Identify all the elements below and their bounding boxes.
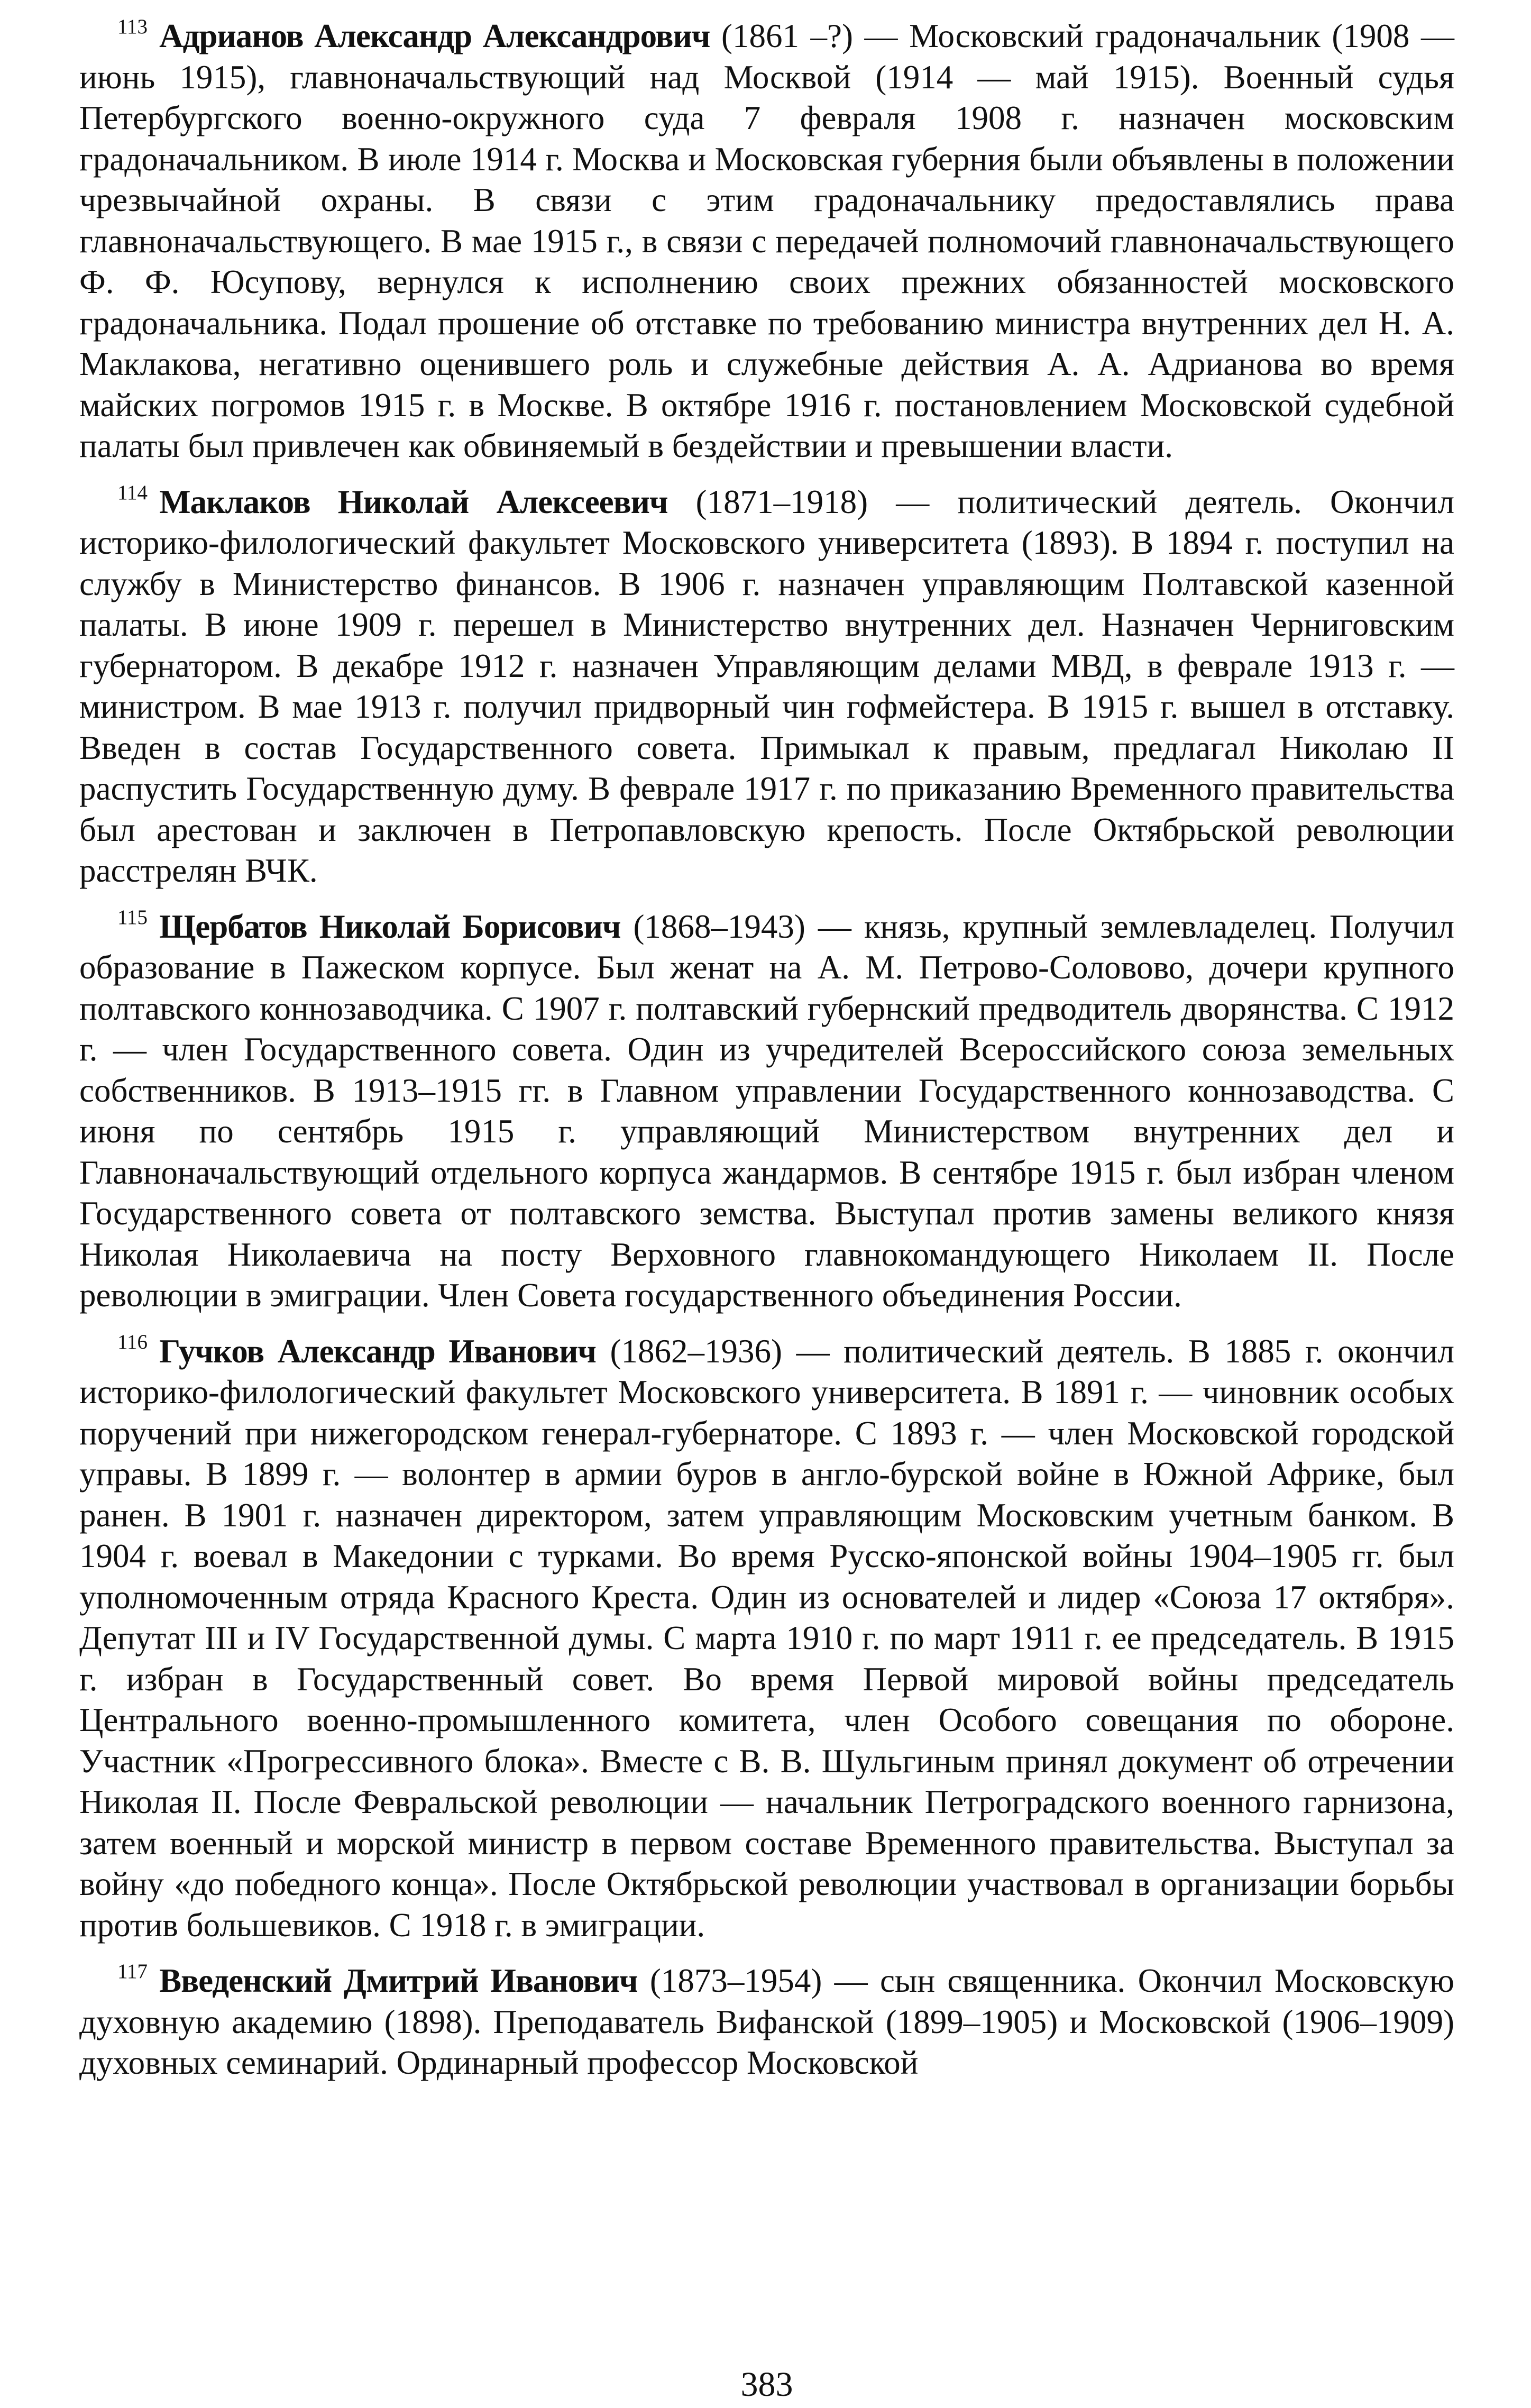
footnote-person-name: Маклаков Николай Алексеевич <box>159 483 668 520</box>
footnote-person-name: Щербатов Николай Борисович <box>159 908 621 945</box>
footnote-text: (1871–1918) — политический деятель. Окончил историко-филологический факультет Московского университета (1893). В 1894 г. поступил на службу в Министерство финансов. В 1906 г. назначен управляющим Полтавской казенной палаты. В июне 1909 г. перешел в Министерство внутренних дел. Назначен Черниговским губернатором. В декабре 1912 г. назначен Управляющим делами МВД, в феврале 1913 г. — министром. В мае 1913 г. получил придворный чин гофмейстера. В 1915 г. вышел в отставку. Введен в состав Государственного совета. Примыкал к правым, предлагал Николаю II распустить Государственную думу. В феврале 1917 г. по приказанию Временного правительства был арестован и заключен в Петропавловскую крепость. После Октябрьской революции расстрелян ВЧК. <box>79 483 1455 889</box>
footnote-116 <box>79 1331 1454 1946</box>
page-number: 383 <box>740 2365 793 2404</box>
footnote-117 <box>79 1961 1454 2084</box>
footnote-number: 116 <box>117 1330 148 1353</box>
footnote-114 <box>79 482 1454 892</box>
footnote-person-name: Адрианов Александр Александрович <box>159 17 710 54</box>
footnote-number: 114 <box>117 481 148 504</box>
footnote-person-name: Гучков Александр Иванович <box>159 1332 596 1370</box>
footnote-number: 115 <box>117 905 148 929</box>
footnote-115 <box>79 907 1454 1316</box>
footnote-113 <box>79 16 1454 467</box>
document-page <box>79 15 1455 2404</box>
footnote-number: 113 <box>117 15 148 38</box>
footnote-text: (1868–1943) — князь, крупный землевладелец. Получил образование в Пажеском корпусе. Был женат на А. М. Петрово-Соловово, дочери крупного полтавского коннозаводчика. С 1907 г. полтавский губернский предводитель дворянства. С 1912 г. — член Государственного совета. Один из учредителей Всероссийского союза земельных собственников. В 1913–1915 гг. в Главном управлении Государственного коннозаводства. С июня по сентябрь 1915 г. управляющий Министерством внутренних дел и Главноначальствующий отдельного корпуса жандармов. В сентябре 1915 г. был избран членом Государственного совета от полтавского земства. Выступал против замены великого князя Николая Николаевича на посту Верховного главнокомандующего Николаем II. После революции в эмиграции. Член Совета государственного объединения России. <box>79 908 1454 1314</box>
footnote-text: (1873–1954) — сын священника. Окончил Московскую духовную академию (1898). Преподаватель Вифанской (1899–1905) и Московской (1906–1909) духовных семинарий. Ординарный профессор Московской <box>79 1962 1454 2081</box>
footnote-text: (1861 –?) — Московский градоначальник (1908 — июнь 1915), главноначальствующий над Москвой (1914 — май 1915). Военный судья Петербургского военно-окружного суда 7 февраля 1908 г. назначен московским градоначальником. В июле 1914 г. Москва и Московская губерния были объявлены в положении чрезвычайной охраны. В связи с этим градоначальнику предоставлялись права главноначальствующего. В мае 1915 г., в связи с передачей полномочий главноначальствующего Ф. Ф. Юсупову, вернулся к исполнению своих прежних обязанностей московского градоначальника. Подал прошение об отставке по требованию министра внутренних дел Н. А. Маклакова, негативно оценившего роль и служебные действия А. А. Адрианова во время майских погромов 1915 г. в Москве. В октябре 1916 г. постановлением Московской судебной палаты был привлечен как обвиняемый в бездействии и превышении власти. <box>79 17 1454 464</box>
footnote-person-name: Введенский Дмитрий Иванович <box>159 1962 638 1999</box>
footnote-text: (1862–1936) — политический деятель. В 1885 г. окончил историко-филологический факультет Московского университета. В 1891 г. — чиновник особых поручений при нижегородском генерал-губернаторе. С 1893 г. — член Московской городской управы. В 1899 г. — волонтер в армии буров в англо-бурской войне в Южной Африке, был ранен. В 1901 г. назначен директором, затем управляющим Московским учетным банком. В 1904 г. воевал в Македонии с турками. Во время Русско-японской войны 1904–1905 гг. был уполномоченным отряда Красного Креста. Один из основателей и лидер «Союза 17 октября». Депутат III и IV Государственной думы. С марта 1910 г. по март 1911 г. ее председатель. В 1915 г. избран в Государственный совет. Во время Первой мировой войны председатель Центрального военно-промышленного комитета, член Особого совещания по обороне. Участник «Прогрессивного блока». Вместе с В. В. Шульгиным принял документ об отречении Николая II. После Февральской революции — начальник Петроградского военного гарнизона, затем военный и морской министр в первом составе Временного правительства. Выступал за войну «до победного конца». После Октябрьской революции участвовал в организации борьбы против большевиков. С 1918 г. в эмиграции. <box>79 1332 1454 1944</box>
footnote-number: 117 <box>117 1960 148 1983</box>
